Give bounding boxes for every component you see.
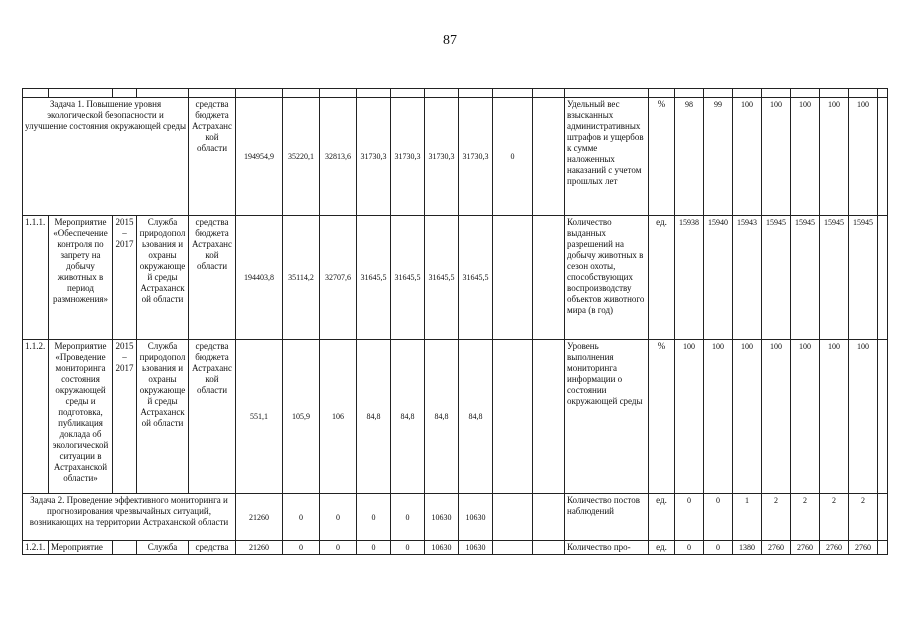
value-cell: 15943 <box>733 216 762 340</box>
amount-total: 21260 <box>236 494 283 541</box>
value-cell: 15945 <box>849 216 878 340</box>
value-cell: 100 <box>762 340 791 494</box>
value-cell: 100 <box>791 340 820 494</box>
value-cell: 100 <box>704 340 733 494</box>
value-cell: 0 <box>704 494 733 541</box>
table-row <box>23 494 888 541</box>
value-cell: 0 <box>675 541 704 555</box>
amount-cell: 0 <box>320 494 357 541</box>
table-row <box>23 340 888 494</box>
amount-cell: 106 <box>320 340 357 494</box>
value-cell: 15945 <box>820 216 849 340</box>
empty-cell <box>533 98 565 216</box>
empty-cell <box>878 216 888 340</box>
amount-cell: 10630 <box>459 494 493 541</box>
empty-cell <box>533 494 565 541</box>
value-cell: 2760 <box>762 541 791 555</box>
value-cell: 0 <box>704 541 733 555</box>
activity-cell: Мероприятие <box>49 541 113 555</box>
empty-cell <box>533 541 565 555</box>
amount-cell: 32813,6 <box>320 98 357 216</box>
empty-cell <box>493 340 533 494</box>
empty-cell <box>878 98 888 216</box>
task-cell: Задача 1. Повышение уровня экологической безопасности и улучшение состояния окружающей среды <box>23 98 189 216</box>
unit-cell: ед. <box>649 541 675 555</box>
value-cell: 100 <box>733 98 762 216</box>
amount-total: 194954,9 <box>236 98 283 216</box>
value-cell: 15940 <box>704 216 733 340</box>
amount-cell: 84,8 <box>459 340 493 494</box>
amount-cell: 31730,3 <box>425 98 459 216</box>
funding-cell: средства бюджета Астраханской области <box>189 340 236 494</box>
empty-cell <box>533 340 565 494</box>
activity-cell: Мероприятие «Проведение мониторинга состояния окружающей среды и подготовка, публикация доклада об экологической ситуации в Астраханской области» <box>49 340 113 494</box>
empty-cell <box>493 541 533 555</box>
funding-cell: средства бюджета Астраханской области <box>189 98 236 216</box>
indicator-cell: Удельный вес взысканных административных штрафов и ущербов к сумме наложенных наказаний с учетом прошлых лет <box>565 98 649 216</box>
code-cell: 1.1.2. <box>23 340 49 494</box>
amount-cell: 10630 <box>459 541 493 555</box>
amount-cell: 31645,5 <box>425 216 459 340</box>
unit-cell: % <box>649 340 675 494</box>
amount-cell: 0 <box>283 494 320 541</box>
value-cell: 100 <box>849 340 878 494</box>
value-cell: 2 <box>849 494 878 541</box>
executor-cell: Служба природопользования и охраны окружающей среды Астраханской области <box>137 216 189 340</box>
unit-cell: ед. <box>649 494 675 541</box>
indicator-cell: Уровень выполнения мониторинга информации о состоянии окружающей среды <box>565 340 649 494</box>
value-cell: 100 <box>849 98 878 216</box>
value-cell: 100 <box>762 98 791 216</box>
value-cell: 1380 <box>733 541 762 555</box>
value-cell: 15945 <box>791 216 820 340</box>
value-cell: 2 <box>820 494 849 541</box>
amount-cell: 31730,3 <box>459 98 493 216</box>
executor-cell: Служба природопользования и охраны окружающей среды Астраханской области <box>137 340 189 494</box>
value-cell: 2 <box>791 494 820 541</box>
amount-cell: 0 <box>493 98 533 216</box>
value-cell: 2760 <box>791 541 820 555</box>
amount-cell: 31645,5 <box>391 216 425 340</box>
empty-cell <box>878 340 888 494</box>
value-cell: 15938 <box>675 216 704 340</box>
amount-cell: 35114,2 <box>283 216 320 340</box>
amount-cell: 84,8 <box>357 340 391 494</box>
program-table <box>22 88 873 555</box>
value-cell: 2760 <box>849 541 878 555</box>
years-cell <box>113 541 137 555</box>
empty-cell <box>493 494 533 541</box>
funding-cell: средства бюджета Астраханской области <box>189 216 236 340</box>
amount-cell: 0 <box>357 494 391 541</box>
table-row <box>23 541 888 555</box>
table-row <box>23 98 888 216</box>
value-cell: 98 <box>675 98 704 216</box>
value-cell: 100 <box>791 98 820 216</box>
amount-total: 551,1 <box>236 340 283 494</box>
years-cell: 2015 – 2017 <box>113 216 137 340</box>
empty-cell <box>878 494 888 541</box>
value-cell: 15945 <box>762 216 791 340</box>
amount-cell: 10630 <box>425 541 459 555</box>
amount-cell: 32707,6 <box>320 216 357 340</box>
amount-cell: 31645,5 <box>357 216 391 340</box>
amount-cell: 31730,3 <box>391 98 425 216</box>
amount-cell: 105,9 <box>283 340 320 494</box>
value-cell: 100 <box>820 340 849 494</box>
amount-cell: 0 <box>357 541 391 555</box>
amount-cell: 0 <box>391 494 425 541</box>
unit-cell: ед. <box>649 216 675 340</box>
amount-cell: 31645,5 <box>459 216 493 340</box>
empty-cell <box>533 216 565 340</box>
amount-cell: 10630 <box>425 494 459 541</box>
amount-total: 194403,8 <box>236 216 283 340</box>
table-row <box>23 216 888 340</box>
amount-cell: 35220,1 <box>283 98 320 216</box>
value-cell: 0 <box>675 494 704 541</box>
empty-cell <box>878 541 888 555</box>
amount-cell: 84,8 <box>391 340 425 494</box>
amount-cell: 0 <box>391 541 425 555</box>
value-cell: 1 <box>733 494 762 541</box>
amount-cell: 84,8 <box>425 340 459 494</box>
activity-cell: Мероприятие «Обеспечение контроля по запрету на добычу животных в период размножения» <box>49 216 113 340</box>
indicator-cell: Количество постов наблюдений <box>565 494 649 541</box>
value-cell: 100 <box>675 340 704 494</box>
task-cell: Задача 2. Проведение эффективного мониторинга и прогнозирования чрезвычайных ситуаций, возникающих на территории Астраханской области <box>23 494 236 541</box>
empty-cell <box>493 216 533 340</box>
code-cell: 1.2.1. <box>23 541 49 555</box>
amount-cell: 31730,3 <box>357 98 391 216</box>
amount-total: 21260 <box>236 541 283 555</box>
code-cell: 1.1.1. <box>23 216 49 340</box>
value-cell: 2 <box>762 494 791 541</box>
years-cell: 2015 – 2017 <box>113 340 137 494</box>
indicator-cell: Количество выданных разрешений на добычу животных в сезон охоты, способствующих воспроизводству объектов животного мира (в год) <box>565 216 649 340</box>
executor-cell: Служба <box>137 541 189 555</box>
indicator-cell: Количество про- <box>565 541 649 555</box>
funding-cell: средства <box>189 541 236 555</box>
value-cell: 100 <box>733 340 762 494</box>
unit-cell: % <box>649 98 675 216</box>
value-cell: 99 <box>704 98 733 216</box>
table-header-strip <box>23 89 888 98</box>
amount-cell: 0 <box>320 541 357 555</box>
amount-cell: 0 <box>283 541 320 555</box>
value-cell: 2760 <box>820 541 849 555</box>
page-number: 87 <box>443 33 457 48</box>
value-cell: 100 <box>820 98 849 216</box>
